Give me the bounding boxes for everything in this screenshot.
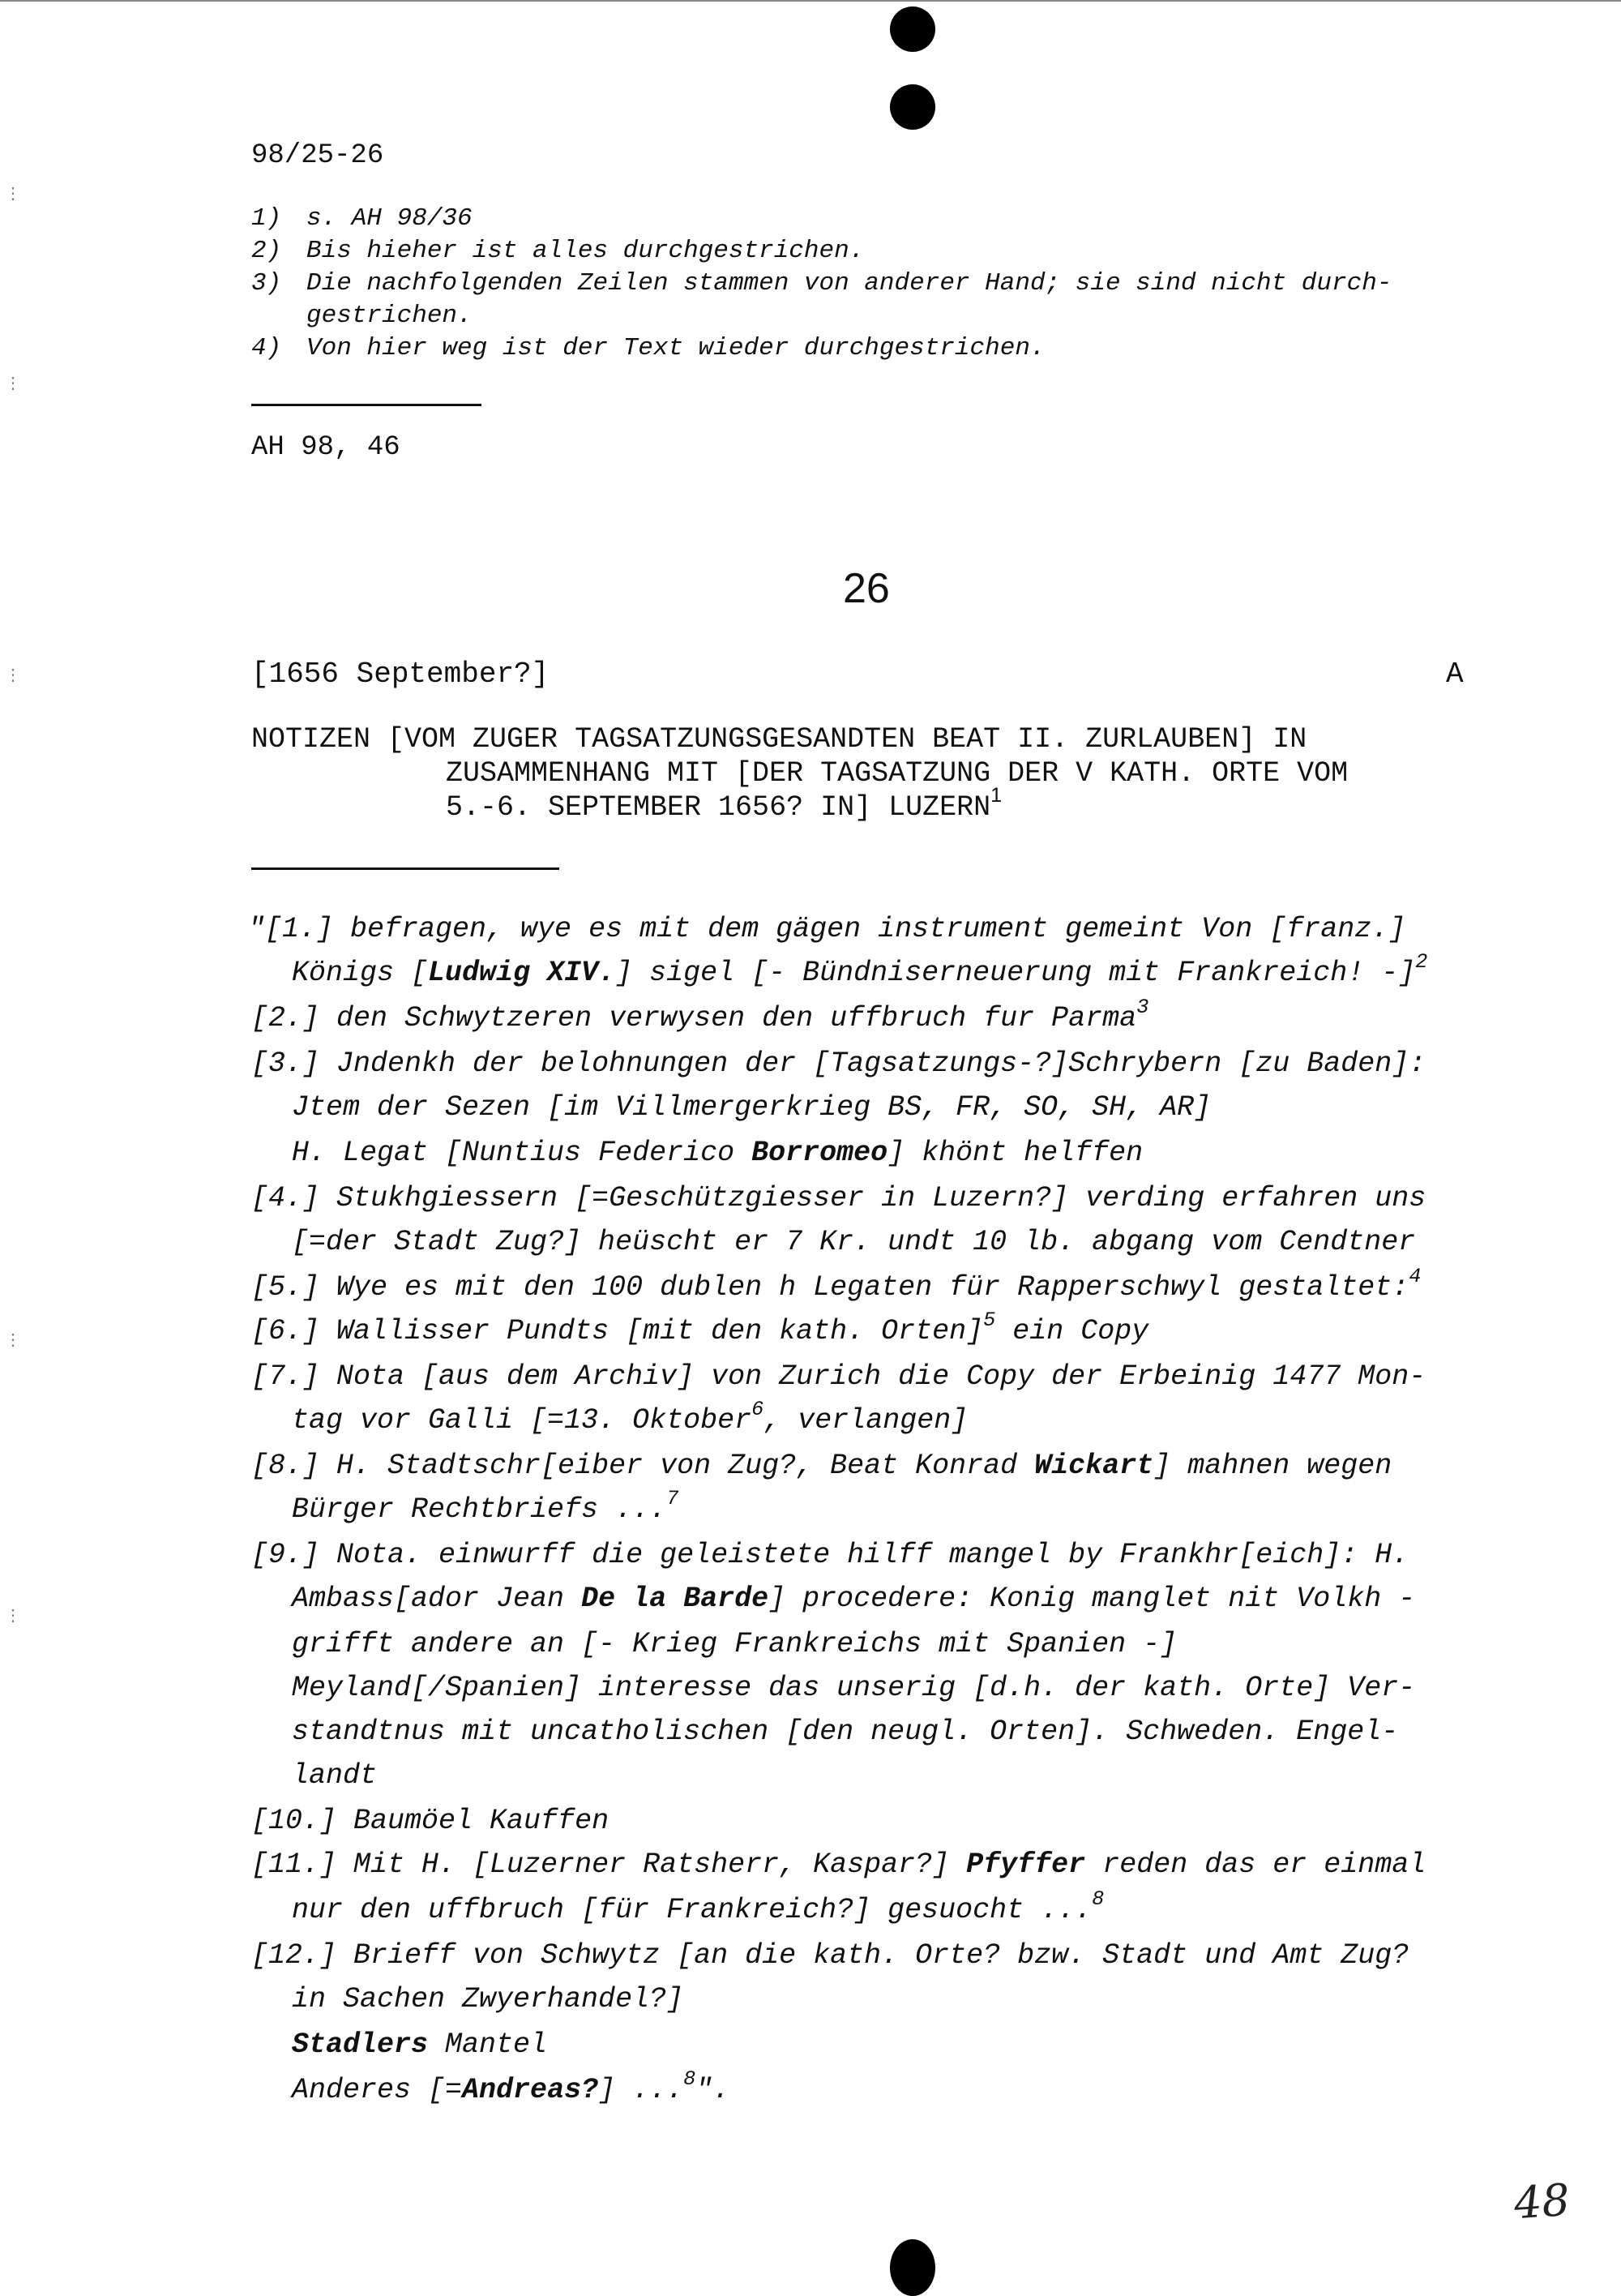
- heading-line: NOTIZEN [VOM ZUGER TAGSATZUNGSGESANDTEN BEAT II. ZURLAUBEN] IN: [251, 723, 1307, 756]
- footnote-separator: [251, 404, 481, 406]
- entry-text: Anderes [=: [292, 2074, 463, 2106]
- punch-hole-top-1: [890, 6, 935, 52]
- entry-text: ] mahnen wegen: [1153, 1450, 1392, 1482]
- footnote-ref: 8: [683, 2067, 696, 2091]
- entry-line: [10.] Baumöel Kauffen: [251, 1805, 609, 1837]
- scan-mark: ⋮: [5, 667, 21, 686]
- punch-hole-top-2: [890, 84, 935, 130]
- person-name: Borromeo: [751, 1137, 888, 1169]
- scan-mark: ⋮: [5, 375, 21, 394]
- footnote-ref: 3: [1136, 995, 1149, 1019]
- entry-line: [251, 1450, 1392, 1482]
- date-line: [1656 September?]: [251, 658, 550, 691]
- footnote-number: 4): [251, 334, 282, 362]
- entry-line: standtnus mit uncatholischen [den neugl. Orten]. Schweden. Engel-: [292, 1716, 1399, 1748]
- handwritten-page-number: 48: [1512, 2174, 1572, 2230]
- entry-line: Meyland[/Spanien] interesse das unserig [d.h. der kath. Orte] Ver-: [292, 1672, 1416, 1704]
- header-reference: 98/25-26: [251, 140, 384, 171]
- entry-text: Bürger Rechtbriefs ...: [292, 1493, 667, 1526]
- footnote-ref: 2: [1415, 949, 1428, 974]
- entry-text: Mantel: [428, 2028, 548, 2061]
- entry-line: [=der Stadt Zug?] heüscht er 7 Kr. undt 10 lb. abgang vom Cendtner: [292, 1226, 1416, 1258]
- entry-line: [292, 1137, 1143, 1169]
- footnote-ref: 4: [1409, 1264, 1422, 1288]
- entry-text: ] procedere: Konig manglet nit Volkh -: [768, 1583, 1416, 1615]
- entry-text: ein Copy: [995, 1315, 1149, 1347]
- entry-text: tag vor Galli [=13. Oktober: [292, 1404, 752, 1437]
- person-name: De la Barde: [581, 1583, 769, 1615]
- footnote-ref: 5: [983, 1308, 996, 1332]
- heading-line: [446, 783, 1003, 824]
- punch-hole-bottom: [890, 2239, 935, 2296]
- scan-mark: ⋮: [5, 1608, 21, 1626]
- entry-text: nur den uffbruch [für Frankreich?] gesuocht ...: [292, 1894, 1093, 1926]
- entry-line: [9.] Nota. einwurff die geleistete hilff mangel by Frankhr[eich]: H.: [251, 1539, 1409, 1571]
- person-name: Pfyffer: [966, 1848, 1086, 1881]
- person-name: Andreas?: [462, 2074, 599, 2106]
- entry-text: ".: [695, 2074, 730, 2106]
- entry-line: landt: [292, 1759, 378, 1792]
- footnote-number: 1): [251, 204, 282, 233]
- entry-line: [7.] Nota [aus dem Archiv] von Zurich die Copy der Erbeinig 1477 Mon-: [251, 1360, 1426, 1393]
- entry-text: , verlangen]: [763, 1404, 969, 1437]
- scan-mark: ⋮: [5, 186, 21, 204]
- source-reference: AH 98, 46: [251, 432, 400, 463]
- person-name: Wickart: [1034, 1450, 1154, 1482]
- entry-text: [2.] den Schwytzeren verwysen den uffbruch fur Parma: [251, 1002, 1137, 1034]
- entry-text: ] sigel [- Bündniserneuerung mit Frankreich! -]: [615, 957, 1416, 989]
- entry-line: [251, 1308, 1149, 1347]
- entry-line: [292, 949, 1428, 989]
- document-number: 26: [843, 565, 890, 612]
- entry-line: [251, 1264, 1422, 1304]
- heading-separator: [251, 867, 559, 870]
- entry-line: [292, 1397, 969, 1437]
- footnote-text: Bis hieher ist alles durchgestrichen.: [306, 237, 865, 265]
- entry-text: ] khönt helffen: [887, 1137, 1144, 1169]
- entry-text: [6.] Wallisser Pundts [mit den kath. Orten]: [251, 1315, 984, 1347]
- footnote-ref: 7: [666, 1486, 679, 1510]
- entry-text: H. Legat [Nuntius Federico: [292, 1137, 752, 1169]
- entry-text: ] ...: [598, 2074, 684, 2106]
- entry-line: [251, 1848, 1426, 1881]
- entry-line: [292, 1583, 1415, 1615]
- entry-text: reden das er einmal: [1085, 1848, 1426, 1881]
- entry-line: [251, 995, 1149, 1034]
- entry-text: [8.] H. Stadtschr[eiber von Zug?, Beat Konrad: [251, 1450, 1035, 1482]
- entry-line: Jtem der Sezen [im Villmergerkrieg BS, FR, SO, SH, AR]: [292, 1091, 1212, 1124]
- heading-text: 5.-6. SEPTEMBER 1656? IN] LUZERN: [446, 791, 991, 824]
- entry-line: [292, 2067, 730, 2106]
- footnote-text: Die nachfolgenden Zeilen stammen von anderer Hand; sie sind nicht durch-: [306, 269, 1392, 298]
- footnote-text: Von hier weg ist der Text wieder durchgestrichen.: [306, 334, 1046, 362]
- entry-line: in Sachen Zwyerhandel?]: [292, 1983, 684, 2015]
- footnote-ref: 8: [1092, 1887, 1105, 1911]
- scan-mark: ⋮: [5, 1332, 21, 1351]
- footnote-ref: 6: [751, 1397, 764, 1421]
- person-name: Ludwig XIV.: [428, 957, 616, 989]
- entry-text: [11.] Mit H. [Luzerner Ratsherr, Kaspar?]: [251, 1848, 967, 1881]
- entry-text: Königs [: [292, 957, 429, 989]
- entry-line: [3.] Jndenkh der belohnungen der [Tagsatzungs-?]Schrybern [zu Baden]:: [251, 1047, 1426, 1080]
- heading-footnote-ref: 1: [990, 783, 1003, 807]
- entry-line: [292, 2028, 547, 2061]
- entry-line: "[1.] befragen, wye es mit dem gägen instrument gemeint Von [franz.]: [248, 913, 1406, 945]
- version-letter: A: [1446, 658, 1464, 691]
- footnote-text: gestrichen.: [306, 302, 473, 330]
- footnote-number: 3): [251, 269, 282, 298]
- entry-line: [292, 1486, 679, 1526]
- footnote-text: s. AH 98/36: [306, 204, 473, 233]
- heading-line: ZUSAMMENHANG MIT [DER TAGSATZUNG DER V KATH. ORTE VOM: [446, 757, 1349, 790]
- entry-line: grifft andere an [- Krieg Frankreichs mit Spanien -]: [292, 1628, 1178, 1660]
- person-name: Stadlers: [292, 2028, 429, 2061]
- entry-text: [5.] Wye es mit den 100 dublen h Legaten für Rapperschwyl gestaltet:: [251, 1271, 1409, 1304]
- entry-line: [4.] Stukhgiessern [=Geschützgiesser in Luzern?] verding erfahren uns: [251, 1182, 1426, 1214]
- footnote-number: 2): [251, 237, 282, 265]
- page-top-edge: [0, 0, 1621, 2]
- entry-line: [292, 1887, 1105, 1926]
- entry-text: Ambass[ador Jean: [292, 1583, 582, 1615]
- entry-line: [12.] Brieff von Schwytz [an die kath. Orte? bzw. Stadt und Amt Zug?: [251, 1939, 1409, 1972]
